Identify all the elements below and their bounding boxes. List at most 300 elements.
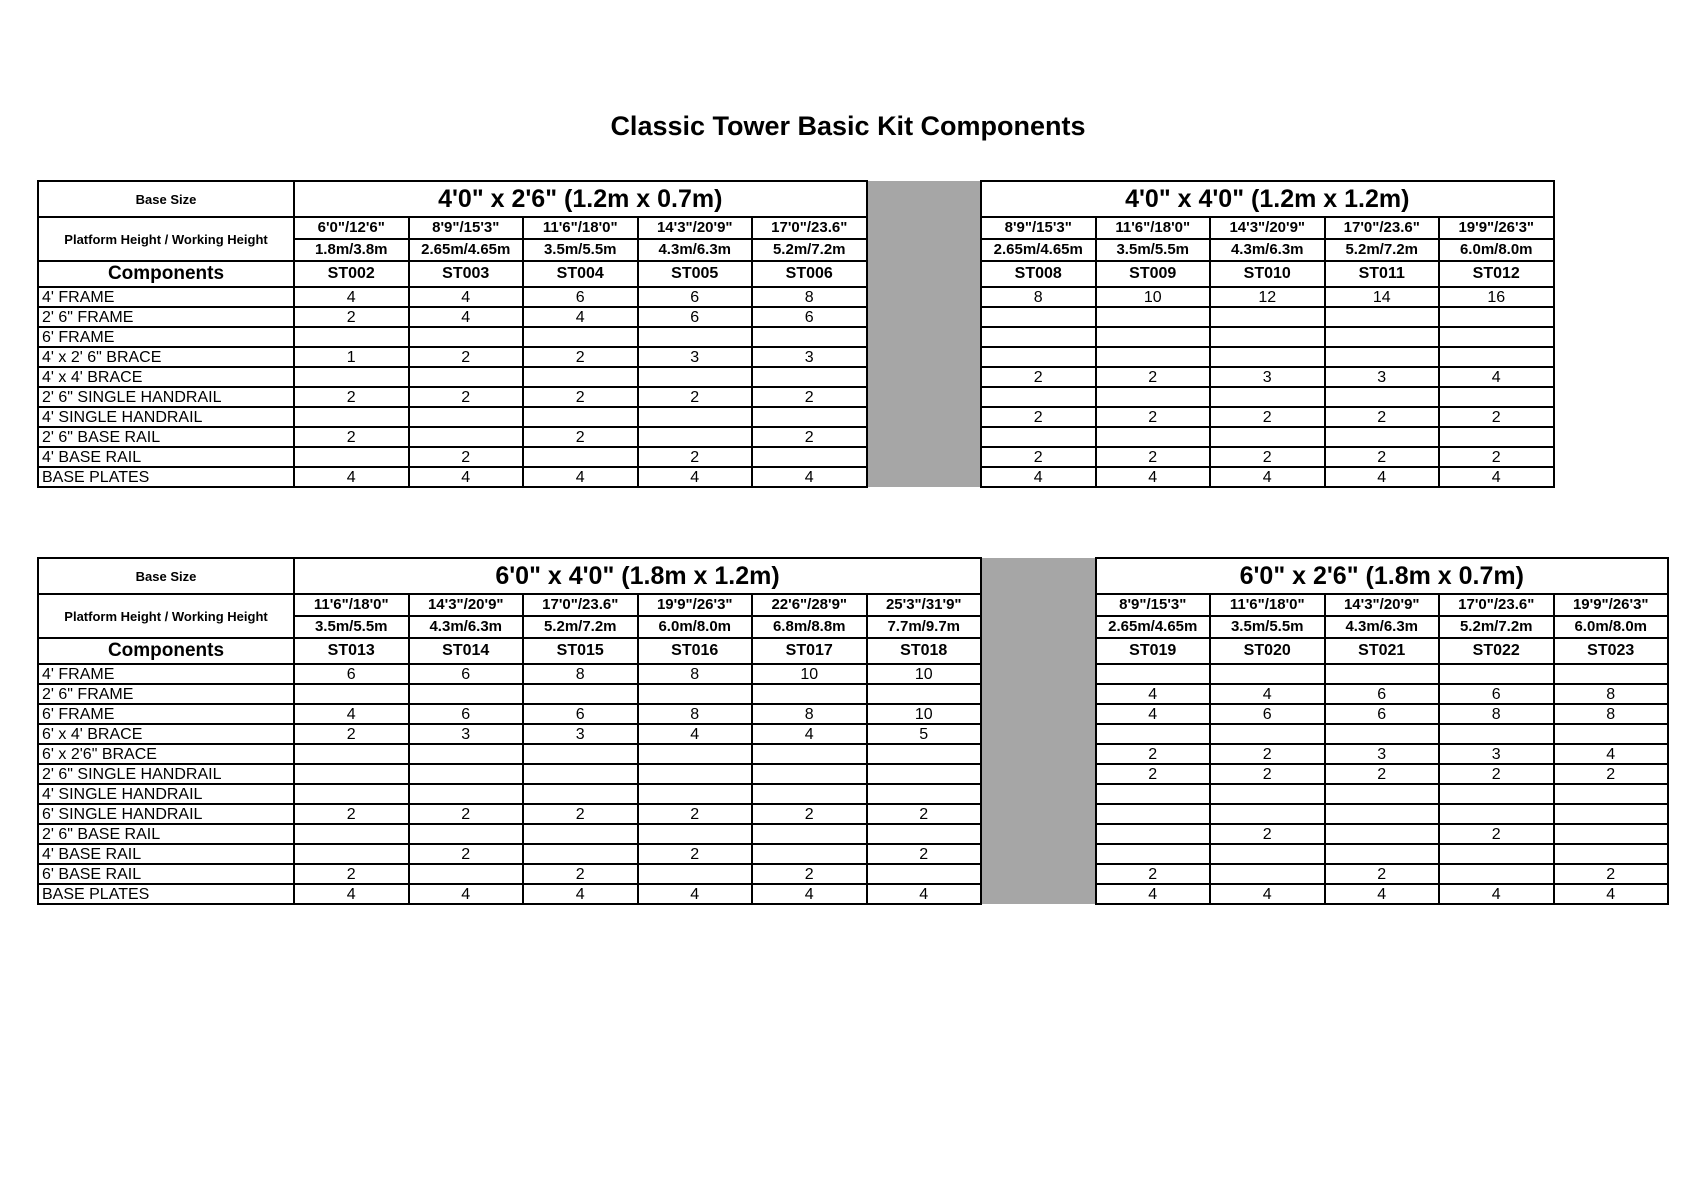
quantity-cell xyxy=(1096,387,1211,407)
quantity-cell: 8 xyxy=(638,664,753,684)
quantity-cell: 4 xyxy=(523,307,638,327)
quantity-cell: 4 xyxy=(1096,884,1211,904)
quantity-cell: 8 xyxy=(1554,684,1669,704)
quantity-cell xyxy=(523,824,638,844)
components-label: Components xyxy=(38,638,294,664)
quantity-cell xyxy=(1096,307,1211,327)
quantity-cell xyxy=(867,764,982,784)
quantity-cell: 4 xyxy=(1325,884,1440,904)
component-row xyxy=(38,844,1668,864)
component-name: 6' FRAME xyxy=(38,327,294,347)
height-metric: 3.5m/5.5m xyxy=(1096,239,1211,261)
quantity-cell: 2 xyxy=(294,804,409,824)
quantity-cell xyxy=(523,327,638,347)
quantity-cell xyxy=(638,407,753,427)
quantity-cell xyxy=(867,784,982,804)
kit-code: ST002 xyxy=(294,261,409,287)
quantity-cell xyxy=(1325,427,1440,447)
quantity-cell xyxy=(1439,327,1554,347)
quantity-cell xyxy=(752,407,867,427)
quantity-cell: 4 xyxy=(867,884,982,904)
quantity-cell: 2 xyxy=(867,804,982,824)
quantity-cell: 4 xyxy=(1554,884,1669,904)
height-imperial: 14'3"/20'9" xyxy=(638,217,753,239)
quantity-cell xyxy=(752,684,867,704)
height-imperial: 11'6"/18'0" xyxy=(1096,217,1211,239)
quantity-cell xyxy=(752,824,867,844)
quantity-cell xyxy=(1439,844,1554,864)
component-name: 2' 6" SINGLE HANDRAIL xyxy=(38,764,294,784)
quantity-cell: 4 xyxy=(409,467,524,487)
quantity-cell xyxy=(409,864,524,884)
quantity-cell xyxy=(523,844,638,864)
quantity-cell: 2 xyxy=(752,427,867,447)
quantity-cell xyxy=(409,764,524,784)
quantity-cell xyxy=(1439,804,1554,824)
quantity-cell: 4 xyxy=(294,884,409,904)
quantity-cell xyxy=(1210,307,1325,327)
quantity-cell xyxy=(1554,844,1669,864)
quantity-cell: 5 xyxy=(867,724,982,744)
height-metric: 6.8m/8.8m xyxy=(752,616,867,638)
kit-code: ST016 xyxy=(638,638,753,664)
quantity-cell xyxy=(1439,784,1554,804)
quantity-cell xyxy=(1325,844,1440,864)
quantity-cell xyxy=(867,864,982,884)
quantity-cell: 4 xyxy=(1210,684,1325,704)
base-size-left: 4'0" x 2'6" (1.2m x 0.7m) xyxy=(294,181,867,217)
component-name: 4' BASE RAIL xyxy=(38,844,294,864)
quantity-cell xyxy=(981,387,1096,407)
quantity-cell xyxy=(523,784,638,804)
quantity-cell xyxy=(1096,804,1211,824)
height-imperial: 17'0"/23.6" xyxy=(1439,594,1554,616)
quantity-cell: 2 xyxy=(409,844,524,864)
height-metric: 2.65m/4.65m xyxy=(1096,616,1211,638)
quantity-cell xyxy=(1096,427,1211,447)
kit-code: ST015 xyxy=(523,638,638,664)
height-imperial: 11'6"/18'0" xyxy=(523,217,638,239)
kit-table-upper xyxy=(37,180,1555,488)
quantity-cell xyxy=(523,407,638,427)
quantity-cell: 6 xyxy=(523,287,638,307)
quantity-cell xyxy=(1325,804,1440,824)
quantity-cell: 4 xyxy=(1096,684,1211,704)
quantity-cell xyxy=(1210,784,1325,804)
component-row xyxy=(38,387,1554,407)
quantity-cell xyxy=(1554,804,1669,824)
quantity-cell: 2 xyxy=(638,447,753,467)
quantity-cell: 3 xyxy=(1439,744,1554,764)
component-row xyxy=(38,704,1668,724)
quantity-cell xyxy=(1096,347,1211,367)
quantity-cell: 2 xyxy=(294,387,409,407)
base-size-left: 6'0" x 4'0" (1.8m x 1.2m) xyxy=(294,558,981,594)
quantity-cell: 2 xyxy=(1325,764,1440,784)
component-name: 4' x 2' 6" BRACE xyxy=(38,347,294,367)
quantity-cell xyxy=(294,327,409,347)
quantity-cell xyxy=(1325,784,1440,804)
kit-code: ST019 xyxy=(1096,638,1211,664)
component-row xyxy=(38,307,1554,327)
quantity-cell: 2 xyxy=(638,387,753,407)
height-imperial: 14'3"/20'9" xyxy=(1210,217,1325,239)
height-metric: 3.5m/5.5m xyxy=(294,616,409,638)
kit-code: ST006 xyxy=(752,261,867,287)
quantity-cell xyxy=(638,427,753,447)
quantity-cell xyxy=(409,684,524,704)
quantity-cell: 2 xyxy=(523,427,638,447)
quantity-cell xyxy=(409,784,524,804)
quantity-cell: 8 xyxy=(752,704,867,724)
quantity-cell: 10 xyxy=(1096,287,1211,307)
quantity-cell xyxy=(638,684,753,704)
quantity-cell xyxy=(1439,307,1554,327)
height-metric: 4.3m/6.3m xyxy=(409,616,524,638)
quantity-cell xyxy=(1325,327,1440,347)
quantity-cell xyxy=(1554,824,1669,844)
quantity-cell xyxy=(523,447,638,467)
component-name: 2' 6" FRAME xyxy=(38,684,294,704)
quantity-cell xyxy=(294,684,409,704)
component-row xyxy=(38,864,1668,884)
height-metric: 6.0m/8.0m xyxy=(1554,616,1669,638)
height-imperial: 17'0"/23.6" xyxy=(1325,217,1440,239)
quantity-cell xyxy=(638,864,753,884)
component-name: BASE PLATES xyxy=(38,884,294,904)
quantity-cell: 6 xyxy=(523,704,638,724)
height-imperial: 8'9"/15'3" xyxy=(981,217,1096,239)
component-row xyxy=(38,684,1668,704)
quantity-cell xyxy=(1325,347,1440,367)
quantity-cell: 2 xyxy=(1554,764,1669,784)
quantity-cell xyxy=(523,684,638,704)
quantity-cell: 2 xyxy=(1210,447,1325,467)
quantity-cell xyxy=(752,447,867,467)
quantity-cell: 2 xyxy=(523,387,638,407)
quantity-cell: 3 xyxy=(1325,744,1440,764)
kit-code-row xyxy=(38,638,1668,664)
component-name: 4' BASE RAIL xyxy=(38,447,294,467)
quantity-cell xyxy=(294,407,409,427)
quantity-cell: 2 xyxy=(1439,764,1554,784)
component-row xyxy=(38,327,1554,347)
quantity-cell: 2 xyxy=(1096,447,1211,467)
height-imperial: 8'9"/15'3" xyxy=(409,217,524,239)
quantity-cell: 8 xyxy=(1554,704,1669,724)
quantity-cell: 3 xyxy=(523,724,638,744)
quantity-cell xyxy=(1325,664,1440,684)
component-row xyxy=(38,784,1668,804)
component-row xyxy=(38,347,1554,367)
quantity-cell xyxy=(752,327,867,347)
component-row xyxy=(38,467,1554,487)
component-row xyxy=(38,764,1668,784)
quantity-cell xyxy=(1210,387,1325,407)
quantity-cell: 2 xyxy=(294,864,409,884)
kit-code: ST004 xyxy=(523,261,638,287)
component-name: 4' FRAME xyxy=(38,287,294,307)
component-row xyxy=(38,287,1554,307)
quantity-cell: 2 xyxy=(752,864,867,884)
quantity-cell: 2 xyxy=(294,307,409,327)
component-name: 4' FRAME xyxy=(38,664,294,684)
kit-code: ST014 xyxy=(409,638,524,664)
quantity-cell: 4 xyxy=(1439,884,1554,904)
quantity-cell xyxy=(409,744,524,764)
quantity-cell xyxy=(294,367,409,387)
quantity-cell xyxy=(981,327,1096,347)
quantity-cell: 2 xyxy=(1439,407,1554,427)
quantity-cell: 4 xyxy=(1096,704,1211,724)
quantity-cell: 2 xyxy=(409,447,524,467)
quantity-cell: 4 xyxy=(1325,467,1440,487)
kit-code-row xyxy=(38,261,1554,287)
component-name: 6' SINGLE HANDRAIL xyxy=(38,804,294,824)
height-imperial: 11'6"/18'0" xyxy=(294,594,409,616)
quantity-cell: 3 xyxy=(409,724,524,744)
height-imperial: 11'6"/18'0" xyxy=(1210,594,1325,616)
quantity-cell: 6 xyxy=(1439,684,1554,704)
component-row xyxy=(38,884,1668,904)
height-metric: 6.0m/8.0m xyxy=(638,616,753,638)
quantity-cell: 4 xyxy=(981,467,1096,487)
quantity-cell: 4 xyxy=(523,467,638,487)
quantity-cell: 12 xyxy=(1210,287,1325,307)
height-imperial: 14'3"/20'9" xyxy=(1325,594,1440,616)
height-metric: 1.8m/3.8m xyxy=(294,239,409,261)
quantity-cell: 2 xyxy=(638,804,753,824)
quantity-cell xyxy=(409,327,524,347)
quantity-cell xyxy=(638,367,753,387)
quantity-cell xyxy=(409,367,524,387)
height-metric: 4.3m/6.3m xyxy=(1210,239,1325,261)
quantity-cell: 2 xyxy=(981,367,1096,387)
component-row xyxy=(38,664,1668,684)
component-name: BASE PLATES xyxy=(38,467,294,487)
component-name: 6' x 2'6" BRACE xyxy=(38,744,294,764)
quantity-cell: 4 xyxy=(1210,467,1325,487)
quantity-cell xyxy=(638,764,753,784)
quantity-cell xyxy=(294,744,409,764)
component-name: 4' SINGLE HANDRAIL xyxy=(38,784,294,804)
quantity-cell: 10 xyxy=(867,664,982,684)
quantity-cell xyxy=(409,824,524,844)
quantity-cell: 8 xyxy=(638,704,753,724)
height-imperial: 19'9"/26'3" xyxy=(1439,217,1554,239)
quantity-cell xyxy=(1210,804,1325,824)
quantity-cell xyxy=(867,684,982,704)
column-separator xyxy=(981,558,1096,904)
quantity-cell: 3 xyxy=(1210,367,1325,387)
kit-code: ST023 xyxy=(1554,638,1669,664)
quantity-cell: 2 xyxy=(752,387,867,407)
quantity-cell: 6 xyxy=(638,287,753,307)
quantity-cell: 6 xyxy=(294,664,409,684)
quantity-cell xyxy=(1325,307,1440,327)
component-name: 6' x 4' BRACE xyxy=(38,724,294,744)
quantity-cell xyxy=(1096,327,1211,347)
quantity-cell: 2 xyxy=(638,844,753,864)
quantity-cell xyxy=(752,844,867,864)
quantity-cell xyxy=(1096,784,1211,804)
component-row xyxy=(38,804,1668,824)
quantity-cell xyxy=(638,784,753,804)
height-imperial: 14'3"/20'9" xyxy=(409,594,524,616)
quantity-cell xyxy=(294,764,409,784)
quantity-cell: 2 xyxy=(409,387,524,407)
quantity-cell: 6 xyxy=(1325,704,1440,724)
quantity-cell: 2 xyxy=(294,427,409,447)
component-name: 2' 6" BASE RAIL xyxy=(38,824,294,844)
quantity-cell: 4 xyxy=(1554,744,1669,764)
height-metric: 3.5m/5.5m xyxy=(523,239,638,261)
quantity-cell xyxy=(752,744,867,764)
quantity-cell xyxy=(523,744,638,764)
base-size-row xyxy=(38,181,1554,217)
quantity-cell: 2 xyxy=(1096,367,1211,387)
quantity-cell: 14 xyxy=(1325,287,1440,307)
base-size-right: 4'0" x 4'0" (1.2m x 1.2m) xyxy=(981,181,1554,217)
quantity-cell xyxy=(1210,347,1325,367)
quantity-cell: 2 xyxy=(523,804,638,824)
platform-height-label: Platform Height / Working Height xyxy=(38,594,294,638)
quantity-cell: 2 xyxy=(981,407,1096,427)
height-imperial: 8'9"/15'3" xyxy=(1096,594,1211,616)
quantity-cell xyxy=(294,784,409,804)
height-metric: 4.3m/6.3m xyxy=(1325,616,1440,638)
quantity-cell: 2 xyxy=(1210,744,1325,764)
quantity-cell xyxy=(1554,724,1669,744)
quantity-cell: 4 xyxy=(409,884,524,904)
kit-code: ST012 xyxy=(1439,261,1554,287)
quantity-cell: 4 xyxy=(1439,367,1554,387)
kit-code: ST010 xyxy=(1210,261,1325,287)
page-title: Classic Tower Basic Kit Components xyxy=(610,111,1086,141)
kit-code: ST013 xyxy=(294,638,409,664)
kit-code: ST009 xyxy=(1096,261,1211,287)
component-name: 4' x 4' BRACE xyxy=(38,367,294,387)
component-name: 4' SINGLE HANDRAIL xyxy=(38,407,294,427)
quantity-cell: 8 xyxy=(1439,704,1554,724)
quantity-cell: 4 xyxy=(294,467,409,487)
quantity-cell xyxy=(752,764,867,784)
quantity-cell: 2 xyxy=(1096,864,1211,884)
base-size-label: Base Size xyxy=(38,558,294,594)
quantity-cell xyxy=(1096,664,1211,684)
quantity-cell xyxy=(1554,784,1669,804)
component-name: 2' 6" SINGLE HANDRAIL xyxy=(38,387,294,407)
quantity-cell xyxy=(1210,724,1325,744)
quantity-cell: 6 xyxy=(409,664,524,684)
quantity-cell xyxy=(752,784,867,804)
quantity-cell: 2 xyxy=(1325,864,1440,884)
component-name: 6' BASE RAIL xyxy=(38,864,294,884)
kit-code: ST022 xyxy=(1439,638,1554,664)
quantity-cell: 2 xyxy=(523,347,638,367)
quantity-cell: 4 xyxy=(409,307,524,327)
kit-code: ST017 xyxy=(752,638,867,664)
base-size-row xyxy=(38,558,1668,594)
quantity-cell: 2 xyxy=(752,804,867,824)
quantity-cell xyxy=(1210,844,1325,864)
quantity-cell: 2 xyxy=(409,804,524,824)
kit-code: ST020 xyxy=(1210,638,1325,664)
quantity-cell: 4 xyxy=(294,287,409,307)
quantity-cell xyxy=(981,347,1096,367)
height-imperial: 19'9"/26'3" xyxy=(1554,594,1669,616)
component-row xyxy=(38,724,1668,744)
quantity-cell: 2 xyxy=(1096,407,1211,427)
quantity-cell: 3 xyxy=(1325,367,1440,387)
quantity-cell xyxy=(867,744,982,764)
quantity-cell xyxy=(867,824,982,844)
quantity-cell xyxy=(638,744,753,764)
quantity-cell xyxy=(523,367,638,387)
quantity-cell xyxy=(1439,864,1554,884)
height-metric: 5.2m/7.2m xyxy=(1439,616,1554,638)
height-imperial: 17'0"/23.6" xyxy=(523,594,638,616)
quantity-cell xyxy=(294,447,409,467)
kit-code: ST011 xyxy=(1325,261,1440,287)
height-metric: 2.65m/4.65m xyxy=(981,239,1096,261)
quantity-cell: 4 xyxy=(638,884,753,904)
quantity-cell: 4 xyxy=(1439,467,1554,487)
height-imperial: 25'3"/31'9" xyxy=(867,594,982,616)
quantity-cell: 6 xyxy=(1210,704,1325,724)
quantity-cell: 10 xyxy=(867,704,982,724)
column-separator xyxy=(867,181,982,487)
quantity-cell: 2 xyxy=(981,447,1096,467)
quantity-cell: 4 xyxy=(752,467,867,487)
quantity-cell xyxy=(1439,347,1554,367)
kit-code: ST005 xyxy=(638,261,753,287)
quantity-cell xyxy=(409,407,524,427)
quantity-cell: 4 xyxy=(523,884,638,904)
quantity-cell xyxy=(981,307,1096,327)
height-metric: 6.0m/8.0m xyxy=(1439,239,1554,261)
quantity-cell xyxy=(1554,664,1669,684)
quantity-cell xyxy=(523,764,638,784)
quantity-cell xyxy=(1439,427,1554,447)
quantity-cell: 6 xyxy=(1325,684,1440,704)
platform-height-label: Platform Height / Working Height xyxy=(38,217,294,261)
quantity-cell xyxy=(638,824,753,844)
quantity-cell xyxy=(752,367,867,387)
quantity-cell xyxy=(1210,864,1325,884)
quantity-cell xyxy=(1096,824,1211,844)
quantity-cell: 4 xyxy=(409,287,524,307)
quantity-cell: 2 xyxy=(1439,447,1554,467)
quantity-cell xyxy=(1439,387,1554,407)
quantity-cell: 2 xyxy=(1210,764,1325,784)
quantity-cell: 3 xyxy=(638,347,753,367)
quantity-cell: 4 xyxy=(752,884,867,904)
quantity-cell xyxy=(1325,824,1440,844)
component-row xyxy=(38,824,1668,844)
height-imperial-row xyxy=(38,217,1554,239)
height-metric: 4.3m/6.3m xyxy=(638,239,753,261)
quantity-cell: 6 xyxy=(752,307,867,327)
component-name: 6' FRAME xyxy=(38,704,294,724)
quantity-cell: 4 xyxy=(1210,884,1325,904)
component-row xyxy=(38,407,1554,427)
quantity-cell: 8 xyxy=(981,287,1096,307)
quantity-cell: 8 xyxy=(752,287,867,307)
height-metric: 7.7m/9.7m xyxy=(867,616,982,638)
height-imperial-row xyxy=(38,594,1668,616)
quantity-cell: 4 xyxy=(294,704,409,724)
